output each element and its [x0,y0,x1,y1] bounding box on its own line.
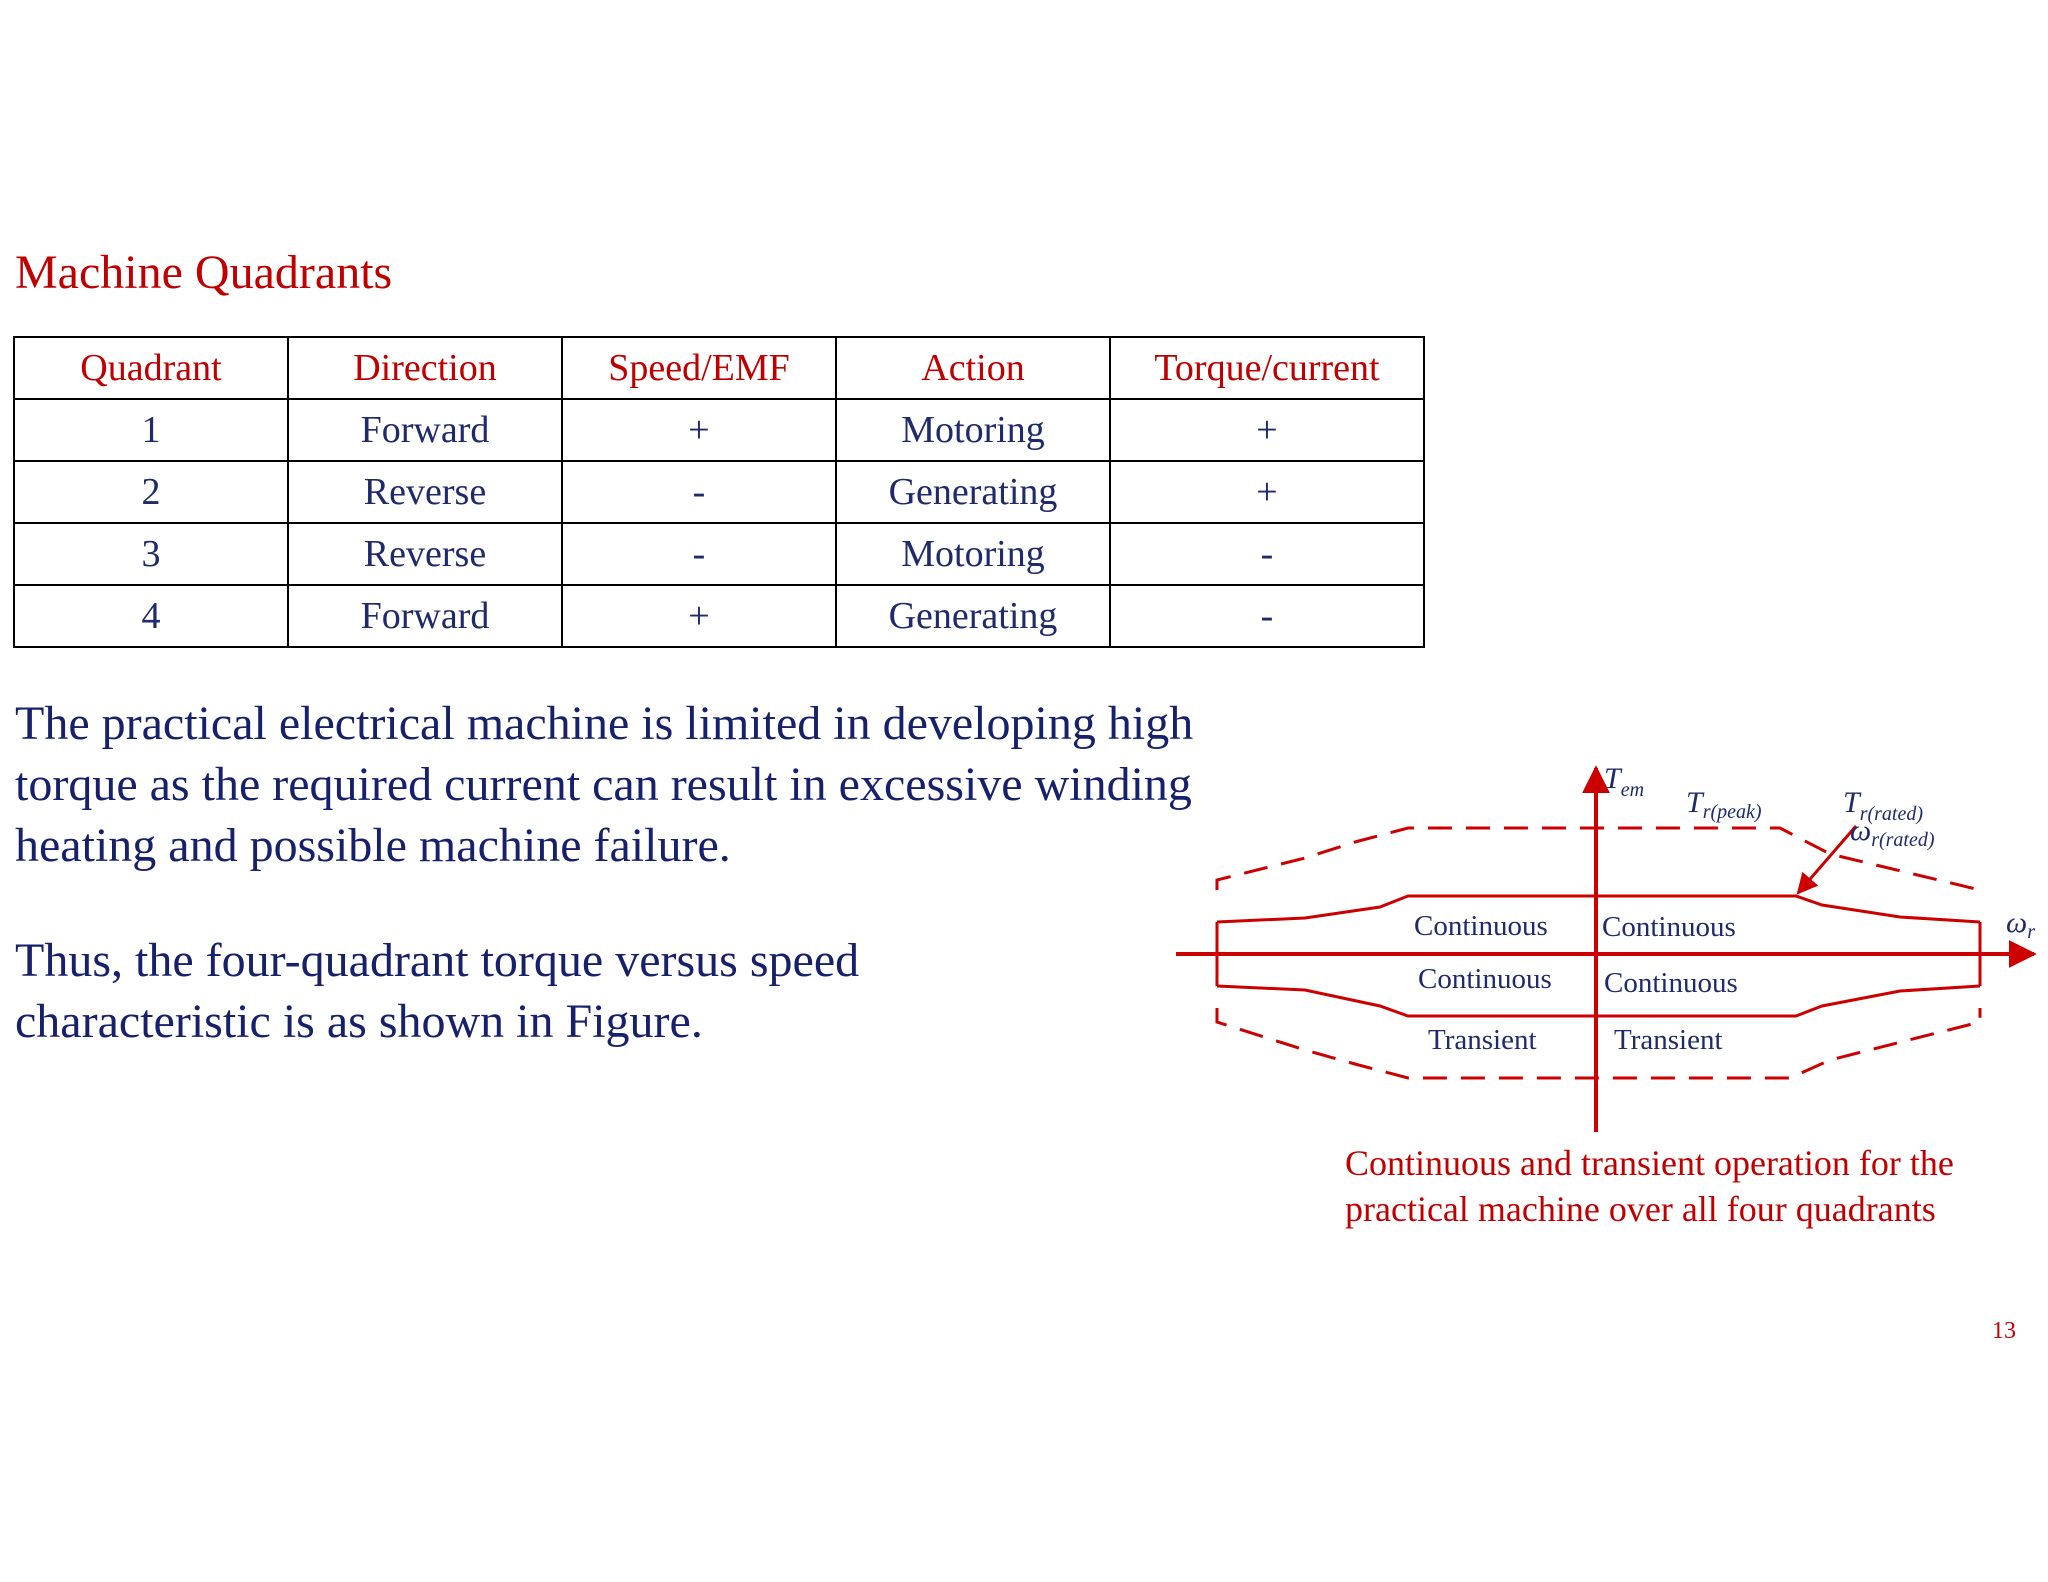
continuous-boundary-top [1217,896,1980,922]
region-label-q3-transient: Transient [1428,1024,1537,1056]
header-cell: Speed/EMF [562,337,836,399]
rated-speed-label: ωr(rated) [1850,814,1935,851]
table-cell: + [562,399,836,461]
table-cell: Reverse [288,523,562,585]
header-cell: Quadrant [14,337,288,399]
table-cell: Generating [836,585,1110,647]
transient-boundary-bottom [1217,1008,1980,1078]
region-label-q4-transient: Transient [1614,1024,1723,1056]
header-cell: Torque/current [1110,337,1424,399]
region-label-q3-continuous: Continuous [1418,963,1552,995]
region-label-q4-continuous: Continuous [1604,967,1738,999]
table-cell: Forward [288,399,562,461]
header-cell: Action [836,337,1110,399]
table-cell: 1 [14,399,288,461]
region-label-q2: Continuous [1414,910,1548,942]
table-cell: Reverse [288,461,562,523]
table-cell: Motoring [836,523,1110,585]
table-cell: - [1110,585,1424,647]
table-cell: 4 [14,585,288,647]
figure-caption: Continuous and transient operation for the practical machine over all four quadrants [1345,1143,1954,1229]
table-cell: - [562,461,836,523]
table-cell: + [1110,461,1424,523]
slide-title: Machine Quadrants [15,246,393,299]
peak-torque-label: Tr(peak) [1686,786,1762,823]
rated-torque-label: Tr(rated) [1843,786,1924,825]
table-cell: Forward [288,585,562,647]
table-cell: Motoring [836,399,1110,461]
paragraph-winding-limit: The practical electrical machine is limited in developing high torque as the required current can result in excessive winding heating and possible machine failure. [15,697,1194,872]
paragraph-four-quadrant: Thus, the four-quadrant torque versus speed characteristic is as shown in Figure. [15,934,860,1048]
header-cell: Direction [288,337,562,399]
table-cell: + [1110,399,1424,461]
table-cell: - [562,523,836,585]
continuous-boundary-bottom [1217,986,1980,1016]
page-number: 13 [1992,1318,2016,1344]
table-cell: + [562,585,836,647]
region-label-q1: Continuous [1602,911,1736,943]
torque-axis-label: Tem [1604,762,1645,801]
table-cell: - [1110,523,1424,585]
table-cell: 3 [14,523,288,585]
table-cell: 2 [14,461,288,523]
table-cell: Generating [836,461,1110,523]
speed-axis-label: ωr [2006,906,2035,943]
